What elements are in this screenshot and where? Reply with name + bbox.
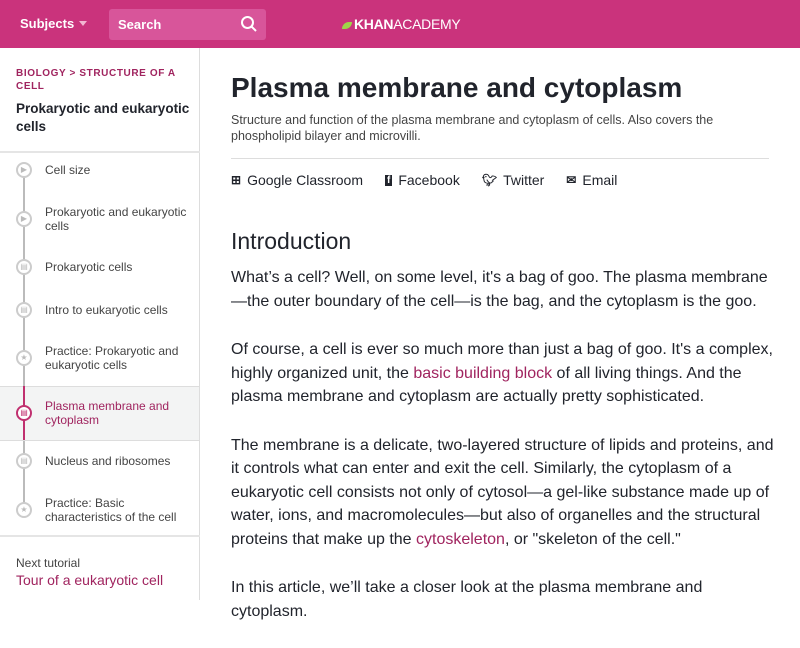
star-icon: ★ [16, 350, 32, 366]
leaf-icon [342, 22, 352, 29]
share-bar [231, 172, 617, 188]
sidebar-item-nucleus[interactable]: ▤ Nucleus and ribosomes [0, 437, 199, 485]
share-facebook[interactable]: f Facebook [387, 172, 460, 188]
sidebar-item-practice-1[interactable]: ★ Practice: Prokaryotic and eukaryotic cells [0, 334, 199, 382]
next-tutorial-label: Next tutorial [16, 556, 81, 570]
sidebar-item-prokaryotic-eukaryotic[interactable]: ▶ Prokaryotic and eukaryotic cells [0, 195, 199, 243]
paragraph: What’s a cell? Well, on some level, it's a bag of goo. The plasma membrane—the outer boundary of the cell—is the bag, and the cytoplasm is the goo. [231, 269, 768, 310]
sidebar-item-practice-2[interactable]: ★ Practice: Basic characteristics of the cell [0, 486, 199, 534]
paragraph: Of course, a cell is ever so much more than just a bag of goo. It's a complex, highly organized unit, the basic building block of all living things. And the plasma membrane and cytoplasm are actually pretty sophisticated. [231, 341, 773, 405]
article-icon: ▤ [16, 405, 32, 421]
paragraph: In this article, we’ll take a closer look at the plasma membrane and cytoplasm. [231, 579, 703, 620]
sidebar [0, 48, 200, 600]
play-icon: ▶ [16, 162, 32, 178]
next-tutorial-link[interactable]: Tour of a eukaryotic cell [16, 572, 164, 588]
sidebar-item-prokaryotic-cells[interactable]: ▤ Prokaryotic cells [0, 243, 199, 291]
share-google-classroom[interactable]: ⊞ Google Classroom [231, 172, 363, 188]
star-icon: ★ [16, 502, 32, 518]
page-title: Plasma membrane and cytoplasm [231, 72, 683, 103]
sidebar-item-cell-size[interactable]: ▶ Cell size [0, 146, 199, 194]
paragraph: The membrane is a delicate, two-layered structure of lipids and proteins, and it controls what can enter and exit the cell. Similarly, the cytoplasm of a eukaryotic cell consists not only of cytosol—a gel-like substance made up of water, ions, and macromolecules—but also of organelles and the structural proteins that make up the cytoskeleton, or "skeleton of the cell." [231, 436, 774, 548]
facebook-icon: f [387, 174, 391, 186]
subjects-menu[interactable] [20, 16, 87, 31]
top-nav [0, 0, 800, 48]
twitter-icon: 🐦︎ [481, 173, 498, 187]
breadcrumb-unit[interactable]: STRUCTURE OF A CELL [16, 68, 176, 92]
basic-building-block-link[interactable]: basic building block [413, 364, 553, 382]
article-icon: ▤ [16, 453, 32, 469]
breadcrumb-biology[interactable]: BIOLOGY [16, 68, 67, 79]
article-icon: ▤ [16, 259, 32, 275]
share-twitter[interactable]: 🐦︎ Twitter [481, 172, 545, 188]
divider [231, 158, 769, 159]
subjects-label: Subjects [20, 16, 75, 31]
khan-academy-logo[interactable]: KHANACADEMY [342, 16, 460, 32]
article-icon: ▤ [16, 302, 32, 318]
sidebar-item-intro-eukaryotic[interactable]: ▤ Intro to eukaryotic cells [0, 286, 199, 334]
search-placeholder: Search [118, 17, 162, 32]
email-icon: ✉ [566, 173, 577, 187]
chevron-down-icon [79, 21, 87, 30]
article-body [231, 266, 776, 648]
sidebar-item-plasma-membrane[interactable]: ▤ Plasma membrane and cytoplasm [0, 386, 199, 441]
section-heading: Introduction [231, 228, 352, 254]
cytoskeleton-link[interactable]: cytoskeleton [416, 530, 505, 548]
share-email[interactable]: ✉ Email [566, 172, 618, 188]
search-icon[interactable] [240, 15, 258, 33]
play-icon: ▶ [16, 211, 32, 227]
divider [0, 535, 200, 537]
breadcrumb: BIOLOGY > STRUCTURE OF A CELL [16, 68, 176, 92]
search-input[interactable] [109, 9, 266, 40]
article-description: Structure and function of the plasma membrane and cytoplasm of cells. Also covers the phospholipid bilayer and microvilli. [231, 113, 714, 143]
google-classroom-icon: ⊞ [231, 173, 242, 187]
tutorial-title: Prokaryotic and eukaryotic cells [16, 101, 190, 134]
